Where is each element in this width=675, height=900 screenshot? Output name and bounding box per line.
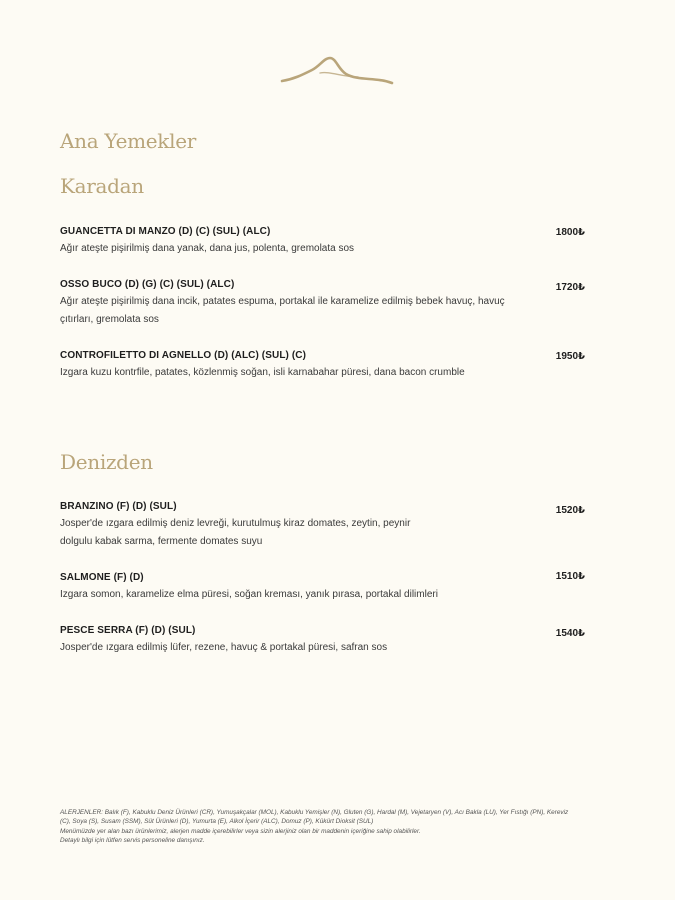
info-note: Detaylı bilgi için lütfen servis personeline danışınız. bbox=[60, 837, 205, 845]
menu-item bbox=[60, 625, 590, 657]
item-name: BRANZINO (F) (D) (SUL) bbox=[60, 501, 177, 512]
item-name: GUANCETTA DI MANZO (D) (C) (SUL) (ALC) bbox=[60, 226, 271, 237]
mountain-logo-icon bbox=[280, 55, 394, 87]
item-description: Ağır ateşte pişirilmiş dana incik, patates espuma, portakal ile karamelize edilmiş bebek havuç, havuç çıtırları, gremolata sos bbox=[60, 296, 505, 325]
item-name: PESCE SERRA (F) (D) (SUL) bbox=[60, 625, 196, 636]
item-description: Josper'de ızgara edilmiş deniz levreği, kurutulmuş kiraz domates, zeytin, peynir dolgulu kabak sarma, fermente domates suyu bbox=[60, 518, 411, 547]
item-price: 1800₺ bbox=[555, 227, 585, 238]
page-title: Ana Yemekler bbox=[60, 129, 197, 153]
menu-item bbox=[60, 501, 590, 551]
section-title-karadan: Karadan bbox=[60, 174, 144, 198]
item-price: 1540₺ bbox=[555, 628, 585, 639]
item-description: Josper'de ızgara edilmiş lüfer, rezene, havuç & portakal püresi, safran sos bbox=[60, 642, 388, 653]
item-description: Izgara kuzu kontrfile, patates, közlenmiş soğan, isli karnabahar püresi, dana bacon crumble bbox=[60, 367, 465, 378]
menu-item bbox=[60, 226, 590, 258]
item-price: 1520₺ bbox=[555, 505, 585, 516]
item-description: Ağır ateşte pişirilmiş dana yanak, dana jus, polenta, gremolata sos bbox=[60, 243, 355, 254]
allergen-notice: Menümüzde yer alan bazı ürünlerimiz, alerjen madde içerebilirler veya sizin alerjiniz olan bir maddenin içeriğine sahip olabilirler. bbox=[60, 827, 421, 835]
item-name: SALMONE (F) (D) bbox=[60, 572, 144, 583]
item-price: 1510₺ bbox=[555, 571, 585, 582]
menu-item bbox=[60, 350, 590, 382]
allergen-footnote bbox=[60, 808, 580, 846]
item-name: OSSO BUCO (D) (G) (C) (SUL) (ALC) bbox=[60, 279, 235, 290]
item-name: CONTROFILETTO DI AGNELLO (D) (ALC) (SUL) (C) bbox=[60, 350, 307, 361]
item-price: 1720₺ bbox=[555, 282, 585, 293]
section-title-denizden: Denizden bbox=[60, 450, 153, 474]
menu-item bbox=[60, 572, 590, 604]
item-price: 1950₺ bbox=[555, 351, 585, 362]
item-description: Izgara somon, karamelize elma püresi, soğan kreması, yanık pırasa, portakal dilimleri bbox=[60, 589, 438, 600]
menu-item bbox=[60, 279, 590, 329]
allergen-list: ALERJENLER: Balık (F), Kabuklu Deniz Ürünleri (CR), Yumuşakçalar (MOL), Kabuklu Yemişler (N), Gluten (G), Hardal (M), Vejetaryen (V), Acı Bakla (LU), Yer Fıstığı (PN), Kereviz (C), Soya (S), Susam (SSM), Süt Ürünleri (D), Yumurta (E), Alkol İçerir (ALC), Domuz (P), Kükürt Dioksit (SUL) bbox=[60, 809, 569, 826]
